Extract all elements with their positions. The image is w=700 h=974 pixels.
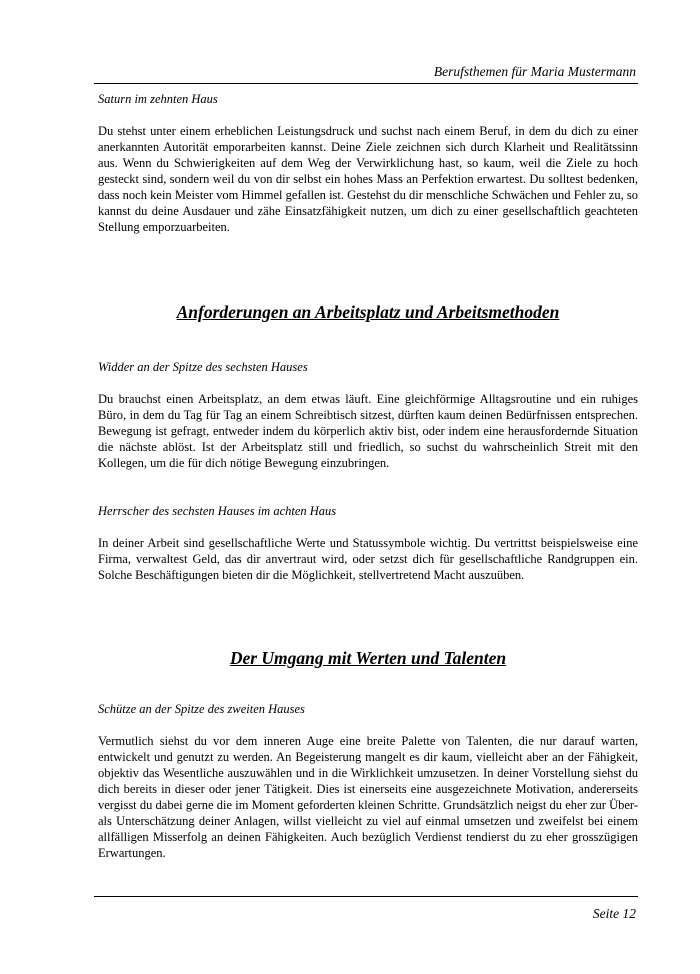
- section-title-herrscher: Herrscher des sechsten Hauses im achten Haus: [98, 504, 337, 518]
- page-number: Seite 12: [592, 906, 636, 921]
- page-content: [98, 91, 638, 861]
- header-rule: [94, 83, 638, 84]
- section-text-widder: Du brauchst einen Arbeitsplatz, an dem etwas läuft. Eine gleichförmige Alltagsroutine und ein ruhiges Büro, in dem du Tag für Tag an einem Schreibtisch sitzest, dürften kaum deinen Bedürfnissen entsprechen. Bewegung ist gefragt, entweder indem du körperlich aktiv bist, oder indem eine herausfordernde Situation die nächste ablöst. Ist der Arbeitsplatz still und friedlich, so suchst du wahrscheinlich Streit mit den Kollegen, um die für dich nötige Bewegung einzubringen.: [98, 392, 638, 470]
- footer-rule: [94, 896, 638, 897]
- section-title-widder: Widder an der Spitze des sechsten Hauses: [98, 360, 308, 374]
- section-text-herrscher: In deiner Arbeit sind gesellschaftliche Werte und Statussymbole wichtig. Du vertrittst beispielsweise eine Firma, verwaltest Geld, das dir anvertraut wird, oder setzst dich für gesellschaftliche Randgruppen ein. Solche Beschäftigungen bieten dir die Möglichkeit, stellvertretend Macht auszuüben.: [98, 536, 638, 582]
- section-text-schuetze: Vermutlich siehst du vor dem inneren Auge eine breite Palette von Talenten, die nur darauf warten, entwickelt und genutzt zu werden. An Begeisterung mangelt es dir kaum, vielleicht aber an der Fähigkeit, objektiv das Wesentliche auszuwählen und in die Wirklichkeit umzusetzen. In deiner Vorstellung siehst du dich bereits in dieser oder jener Tätigkeit. Dies ist einerseits eine ausgezeichnete Motivation, andererseits vergisst du dabei gerne die im Moment geforderten kleinen Schritte. Grundsätzlich neigst du eher zur Über- als Unterschätzung deiner Anlagen, willst vielleicht zu viel auf einmal umsetzen und zweifelst bei einem allfälligen Misserfolg an deinen Fähigkeiten. Auch bezüglich Verdienst tendierst du zu eher grosszügigen Erwartungen.: [98, 734, 638, 860]
- page-header: Berufsthemen für Maria Mustermann: [433, 64, 636, 79]
- section-text-saturn: Du stehst unter einem erheblichen Leistungsdruck und suchst nach einem Beruf, in dem du dich zu einer anerkannten Autorität emporarbeiten kannst. Deine Ziele zeichnen sich durch Klarheit und Realitätssinn aus. Wenn du Schwierigkeiten auf dem Weg der Verwirklichung hast, so kaum, weil die Ziele zu hoch gesteckt sind, sondern weil du von dir selbst ein hohes Mass an Perfektion erwartest. Du solltest bedenken, dass noch kein Meister vom Himmel gefallen ist. Gestehst du dir menschliche Schwächen und Fehler zu, so kannst du deine Ausdauer und zähe Einsatzfähigkeit nutzen, um dich zu einer gesellschaftlich geachteten Stellung emporzuarbeiten.: [98, 124, 638, 234]
- chapter-heading-werte: Der Umgang mit Werten und Talenten: [229, 648, 507, 668]
- section-title-schuetze: Schütze an der Spitze des zweiten Hauses: [98, 702, 305, 716]
- section-title-saturn: Saturn im zehnten Haus: [98, 92, 218, 106]
- chapter-heading-arbeitsplatz: Anforderungen an Arbeitsplatz und Arbeitsmethoden: [176, 302, 560, 322]
